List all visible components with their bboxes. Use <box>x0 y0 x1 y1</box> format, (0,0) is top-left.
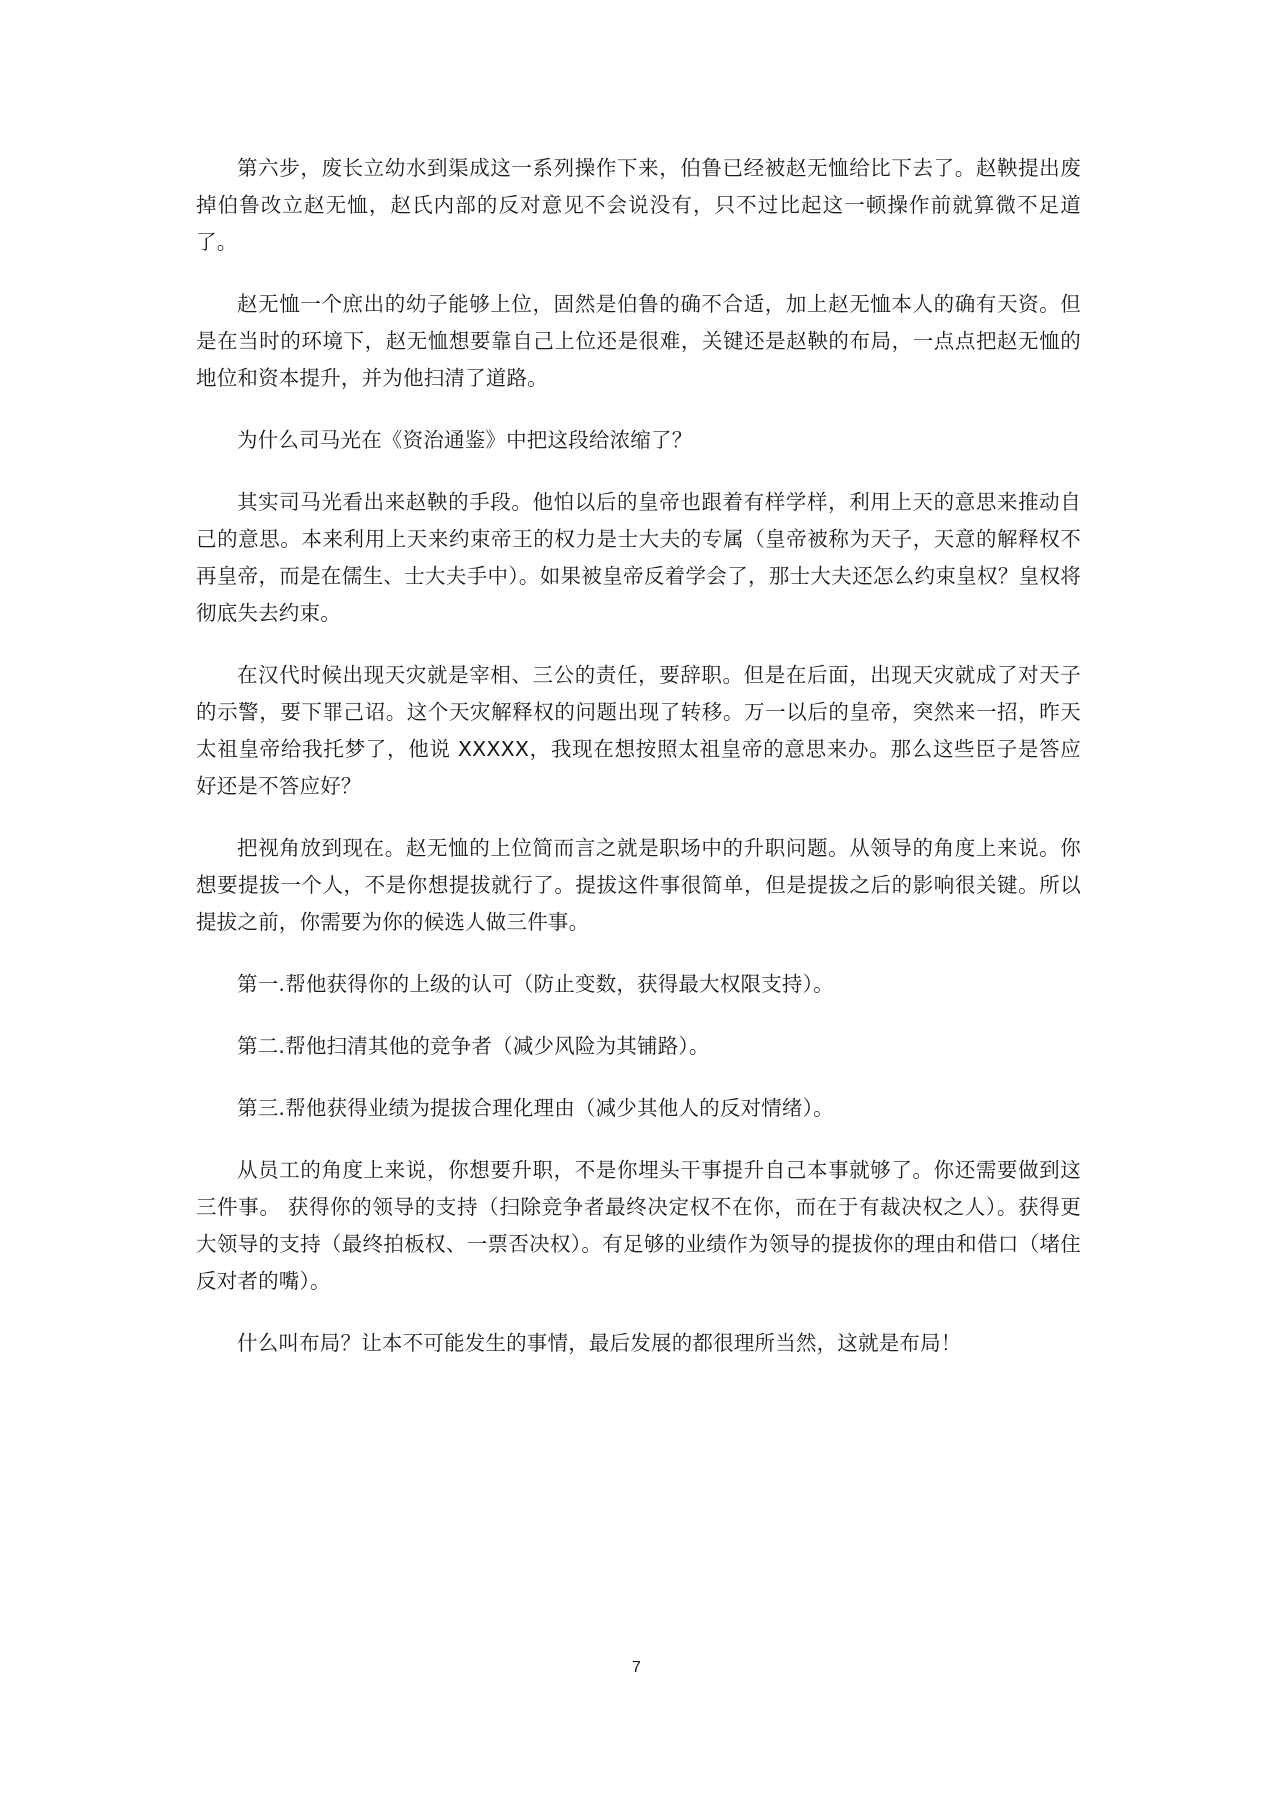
list-item-third: 第三.帮他获得业绩为提拔合理化理由（减少其他人的反对情绪）。 <box>237 1096 834 1120</box>
page-number: 7 <box>632 1659 641 1676</box>
paragraph: 其实司马光看出来赵鞅的手段。他怕以后的皇帝也跟着有样学样，利用上天的意思来推动自己的意思。本来利用上天来约束帝王的权力是士大夫的专属（皇帝被称为天子，天意的解释权不再皇帝，而是在儒生、士大夫手中）。如果被皇帝反着学会了，那士大夫还怎么约束皇权？皇权将彻底失去约束。 <box>196 490 1081 625</box>
paragraph: 赵无恤一个庶出的幼子能够上位，固然是伯鲁的确不合适，加上赵无恤本人的确有天资。但是在当时的环境下，赵无恤想要靠自己上位还是很难，关键还是赵鞅的布局，一点点把赵无恤的地位和资本提升，并为他扫清了道路。 <box>196 292 1081 390</box>
paragraph: 为什么司马光在《资治通鉴》中把这段给浓缩了？ <box>237 428 693 452</box>
paragraph: 在汉代时候出现天灾就是宰相、三公的责任，要辞职。但是在后面，出现天灾就成了对天子的示警，要下罪己诏。这个天灾解释权的问题出现了转移。万一以后的皇帝，突然来一招，昨天太祖皇帝给我托梦了，他说 XXXXX，我现在想按照太祖皇帝的意思来办。那么这些臣子是答应好还是不答应好？ <box>196 663 1081 798</box>
list-item-first: 第一.帮他获得你的上级的认可（防止变数，获得最大权限支持）。 <box>237 972 834 996</box>
paragraph: 从员工的角度上来说，你想要升职，不是你埋头干事提升自己本事就够了。你还需要做到这三件事。 获得你的领导的支持（扫除竞争者最终决定权不在你，而在于有裁决权之人）。获得更大领导的支持（最终拍板权、一票否决权）。有足够的业绩作为领导的提拔你的理由和借口（堵住反对者的嘴）。 <box>196 1158 1081 1293</box>
list-item-second: 第二.帮他扫清其他的竞争者（减少风险为其铺路）。 <box>237 1034 710 1058</box>
paragraph: 什么叫布局？让本不可能发生的事情，最后发展的都很理所当然，这就是布局！ <box>237 1331 962 1355</box>
document-body <box>196 150 1081 1387</box>
paragraph: 把视角放到现在。赵无恤的上位简而言之就是职场中的升职问题。从领导的角度上来说。你想要提拔一个人，不是你想提拔就行了。提拔这件事很简单，但是提拔之后的影响很关键。所以提拔之前，你需要为你的候选人做三件事。 <box>196 836 1081 934</box>
paragraph: 第六步，废长立幼水到渠成这一系列操作下来，伯鲁已经被赵无恤给比下去了。赵鞅提出废掉伯鲁改立赵无恤，赵氏内部的反对意见不会说没有，只不过比起这一顿操作前就算微不足道了。 <box>196 156 1081 254</box>
